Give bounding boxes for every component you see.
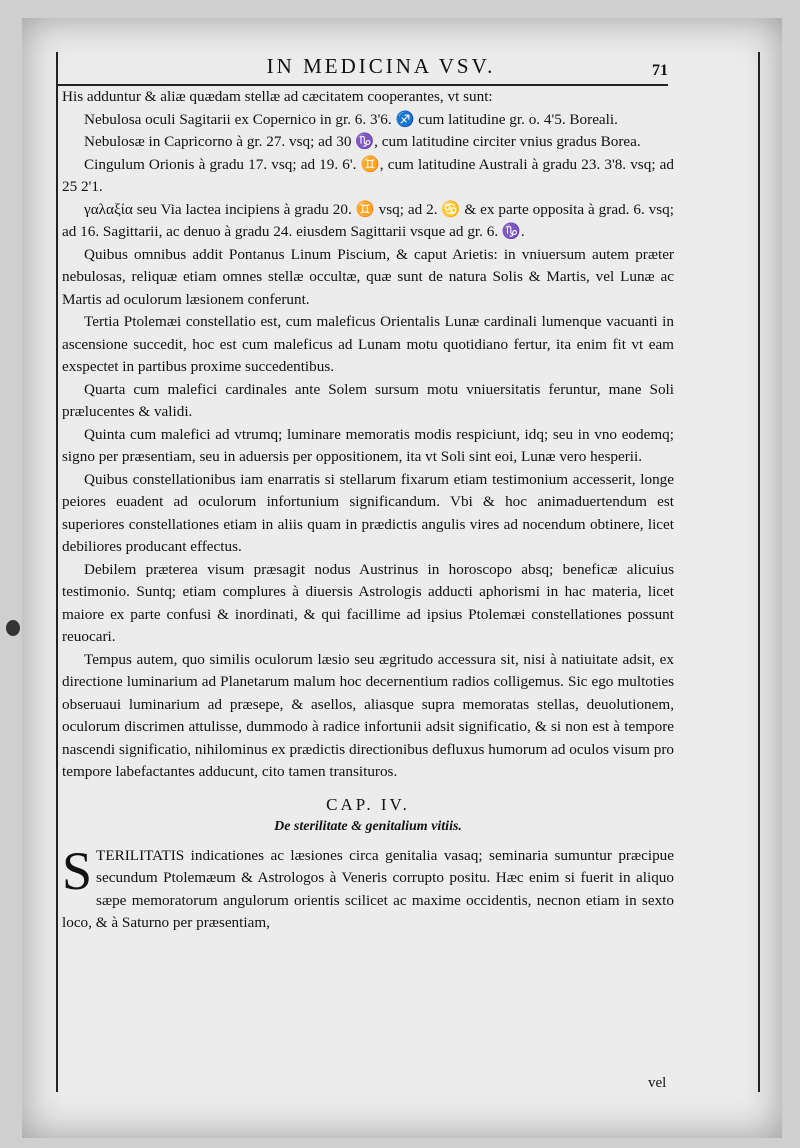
paragraph: Quibus constellationibus iam enarratis si stellarum fixarum etiam testimonium accesserit, longe peiores euadent ad oculorum infortunium significandum. Vbi & hoc animaduertendum est superiores constellationes etiam in aliis quam in prædictis angulis vires ad nocendum obtinere, licet debiliores producant effectus. bbox=[62, 470, 674, 555]
paragraph: Quibus omnibus addit Pontanus Linum Piscium, & caput Arietis: in vniuersum autem præter nebulosas, reliquæ etiam omnes stellæ occultæ, quæ sunt de natura Solis & Martis, vel Lunæ ac Martis ad oculorum læsionem conferunt. bbox=[62, 245, 674, 308]
paragraph: Cingulum Orionis à gradu 17. vsq; ad 19. 6'. ♊, cum latitudine Australi à gradu 23. 3'8. vsq; ad 25 2'1. bbox=[62, 155, 674, 195]
paragraph: Nebulosa oculi Sagitarii ex Copernico in gr. 6. 3'6. ♐ cum latitudine gr. o. 4'5. Boreali. bbox=[84, 110, 618, 128]
chapter-heading: CAP. IV. bbox=[326, 794, 410, 814]
paragraph: Nebulosæ in Capricorno à gr. 27. vsq; ad 30 ♑, cum latitudine circiter vnius gradus Borea. bbox=[84, 133, 641, 150]
paragraph: Quinta cum malefici ad vtrumq; luminare memoratis modis respiciunt, idq; seu in vno eodemq; signo per præsentiam, seu in aduersis per oppositionem, ita vt Soli sint eoi, Lunæ vero hesperii. bbox=[62, 425, 674, 465]
drop-capital: S bbox=[62, 840, 93, 901]
chapter-text: TERILITATIS indicationes ac læsiones circa genitalia vasaq; seminaria sumuntur præcipue secundum Ptolemæum & Astrologos à Veneris corrupto positu. Hæc enim si fuerit in aliquo sæpe memoratorum angulorum orientis scilicet ac maxime occidentis, necnon etiam in sexto loco, & à Saturno per præsentiam, bbox=[62, 846, 674, 931]
chapter-opening bbox=[62, 840, 674, 935]
ink-stain bbox=[6, 620, 20, 636]
paragraph: γαλαξία seu Via lactea incipiens à gradu 20. ♊ vsq; ad 2. ♋ & ex parte opposita à grad. 6. vsq; ad 16. Sagittarii, ac denuo à gradu 24. eiusdem Sagittarii vsque ad gr. 6. ♑. bbox=[62, 200, 674, 240]
catchword: vel bbox=[648, 1075, 667, 1091]
paragraph: His adduntur & aliæ quædam stellæ ad cæcitatem cooperantes, vt sunt: bbox=[62, 88, 493, 105]
paragraph: Quarta cum malefici cardinales ante Solem sursum motu vniuersitatis feruntur, mane Soli prælucentes & validi. bbox=[62, 380, 674, 420]
chapter-subtitle: De sterilitate & genitalium vitiis. bbox=[274, 819, 462, 834]
page-number: 71 bbox=[652, 62, 668, 79]
text-body bbox=[62, 86, 674, 935]
paragraph: Tertia Ptolemæi constellatio est, cum maleficus Orientalis Lunæ cardinali lumenque vacuanti in ascensione succedit, hoc est cum maleficus ad Lunam motu quotidiano fertur, ita enim fit vt eam exspectet in partibus proxime succedentibus. bbox=[62, 313, 674, 375]
paragraph: Tempus autem, quo similis oculorum læsio seu ægritudo accessura sit, nisi à natiuitate adsit, ex directione luminarium ad Planetarum malum hoc decernentium radios colligemus. Sic ego multoties obseruaui luminarium ad præsepe, & asellos, aliasque supra memoratas stellas, deuolutionem, oculorum discrimen attulisse, dummodo à radice infortunii adsit significatio, & si non est à tempore nascendi significatio, nihilominus ex prædictis directionibus defluxus humorum ad oculos visum pro tempore labefactantes adducunt, cito tamen transituros. bbox=[62, 650, 674, 780]
running-title: IN MEDICINA VSV. bbox=[266, 54, 496, 78]
paragraph: Debilem præterea visum præsagit nodus Austrinus in horoscopo absq; beneficæ alicuius testimonio. Suntq; etiam complures à diuersis Astrologis adducti aphorismi in hac materia, licet maiore ex parte confusi & inordinati, & qui facillime ad ipsius Ptolemæi constellationes possunt reuocari. bbox=[62, 560, 674, 645]
